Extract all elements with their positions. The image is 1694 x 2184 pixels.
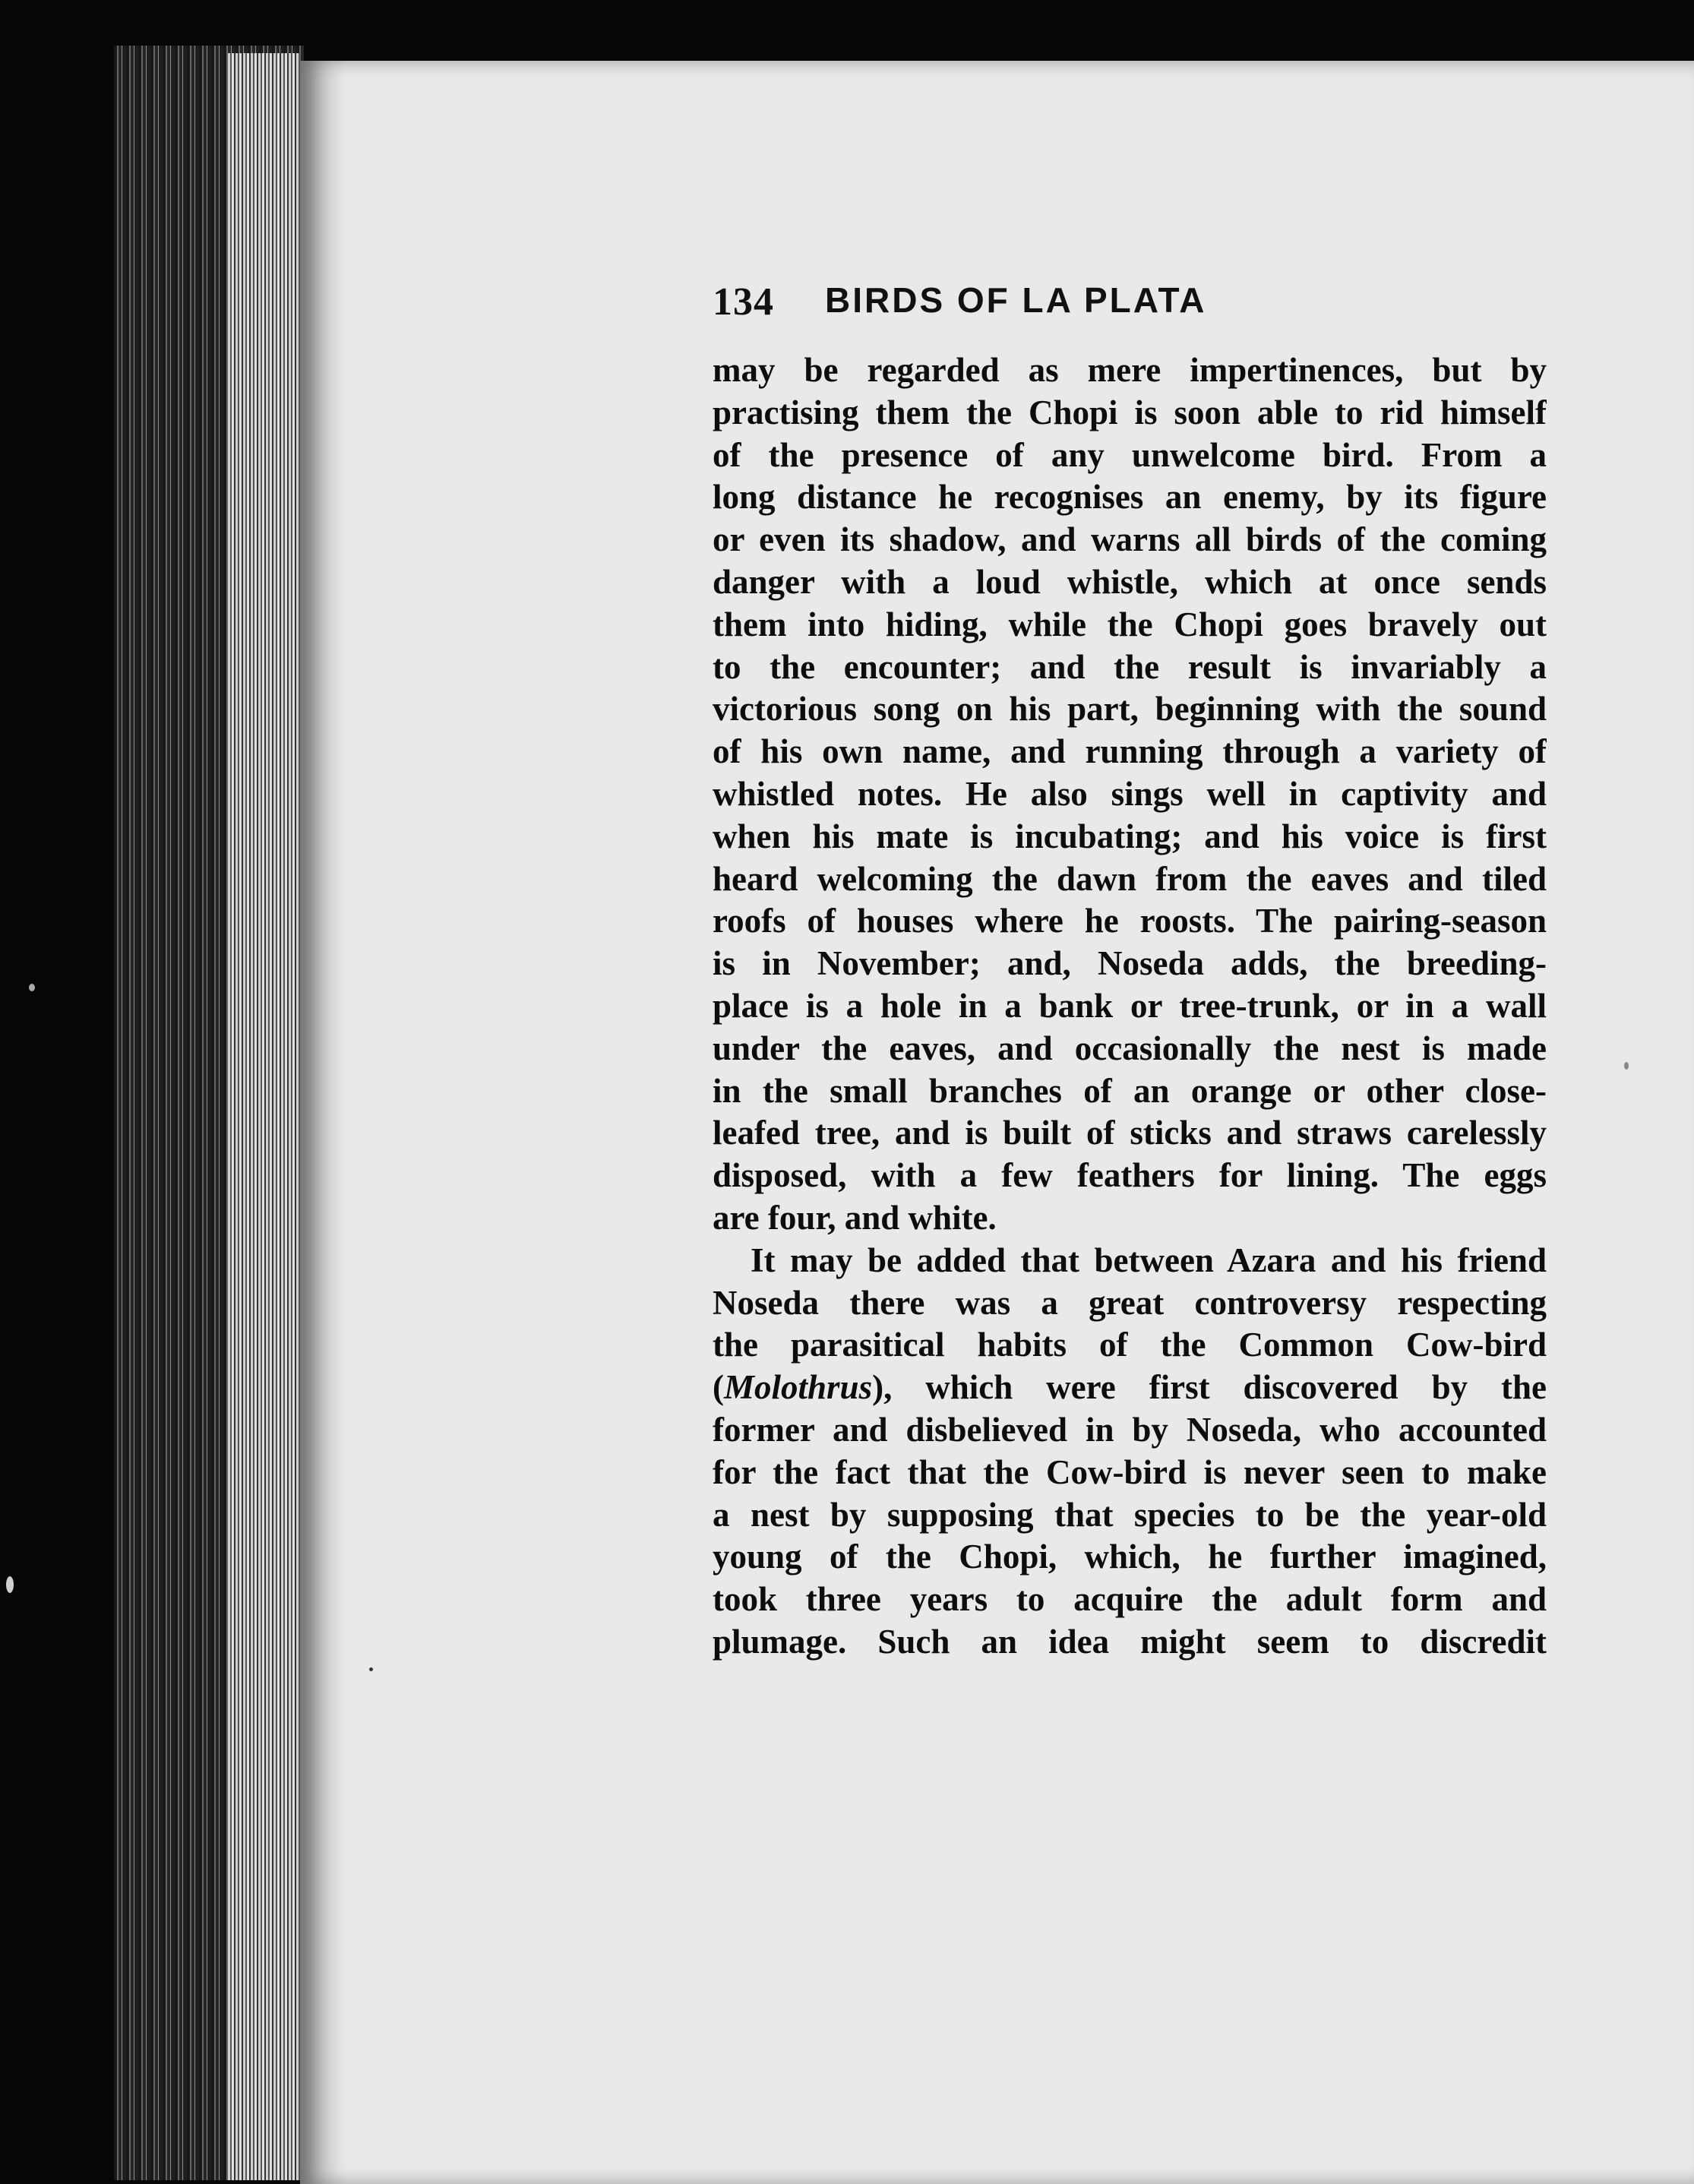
text-line: place is a hole in a bank or tree-trunk, or in a wall bbox=[713, 986, 1547, 1025]
text-line: took three years to acquire the adult form and bbox=[713, 1580, 1547, 1619]
text-line: them into hiding, while the Chopi goes bravely out bbox=[713, 605, 1547, 643]
text-line: victorious song on his part, beginning with the sound bbox=[713, 690, 1547, 729]
text-line: disposed, with a few feathers for lining. The eggs bbox=[713, 1156, 1547, 1195]
text-line-with-italic bbox=[713, 1367, 1547, 1409]
running-head bbox=[713, 280, 1548, 325]
paragraph-end-line: are four, and white. bbox=[713, 1198, 997, 1237]
paragraph-start-line: It may be added that between Azara and his friend bbox=[751, 1241, 1547, 1279]
text-line: heard welcoming the dawn from the eaves and tiled bbox=[713, 859, 1547, 898]
text-line: under the eaves, and occasionally the nest is made bbox=[713, 1029, 1547, 1067]
text-line: or even its shadow, and warns all birds of the coming bbox=[713, 520, 1547, 559]
gutter-shadow bbox=[300, 61, 346, 2184]
book-page-edges-highlight bbox=[228, 53, 300, 2180]
text-line: when his mate is incubating; and his voice is first bbox=[713, 817, 1547, 855]
text-line: whistled notes. He also sings well in captivity and bbox=[713, 774, 1547, 813]
text-line: may be regarded as mere impertinences, but by bbox=[713, 351, 1547, 389]
text-line: to the encounter; and the result is invariably a bbox=[713, 647, 1547, 686]
running-title: BIRDS OF LA PLATA bbox=[825, 280, 1207, 320]
text-line: plumage. Such an idea might seem to discredit bbox=[713, 1622, 1547, 1661]
text-line: leafed tree, and is built of sticks and straws carelessly bbox=[713, 1114, 1547, 1152]
text-line: young of the Chopi, which, he further imagined, bbox=[713, 1538, 1547, 1576]
text-line: Noseda there was a great controversy respecting bbox=[713, 1283, 1547, 1322]
text-line: a nest by supposing that species to be the year-old bbox=[713, 1495, 1547, 1534]
paper-speck bbox=[1624, 1062, 1629, 1070]
text-line: danger with a loud whistle, which at once sends bbox=[713, 562, 1547, 601]
page-number: 134 bbox=[713, 280, 774, 324]
text-line: former and disbelieved in by Noseda, who accounted bbox=[713, 1410, 1547, 1449]
paper-speck bbox=[369, 1667, 373, 1671]
body-text bbox=[713, 349, 1547, 1664]
text-line: practising them the Chopi is soon able to rid himself bbox=[713, 393, 1547, 431]
scan-artifact bbox=[29, 984, 35, 991]
text-line: for the fact that the Cow-bird is never seen to make bbox=[713, 1452, 1547, 1491]
italic-genus-name: Molothrus bbox=[724, 1368, 873, 1407]
text-line: of his own name, and running through a variety of bbox=[713, 732, 1547, 771]
text-line: the parasitical habits of the Common Cow-bird bbox=[713, 1326, 1547, 1364]
scan-artifact bbox=[6, 1576, 14, 1593]
text-line: of the presence of any unwelcome bird. From a bbox=[713, 435, 1547, 474]
line-remainder: ), which were first discovered by the bbox=[872, 1368, 1547, 1407]
text-line: roofs of houses where he roosts. The pairing-season bbox=[713, 902, 1547, 940]
paren-open: ( bbox=[713, 1368, 724, 1407]
text-line: in the small branches of an orange or other close- bbox=[713, 1071, 1547, 1110]
text-line: long distance he recognises an enemy, by its figure bbox=[713, 478, 1547, 517]
text-line: is in November; and, Noseda adds, the breeding- bbox=[713, 944, 1547, 983]
